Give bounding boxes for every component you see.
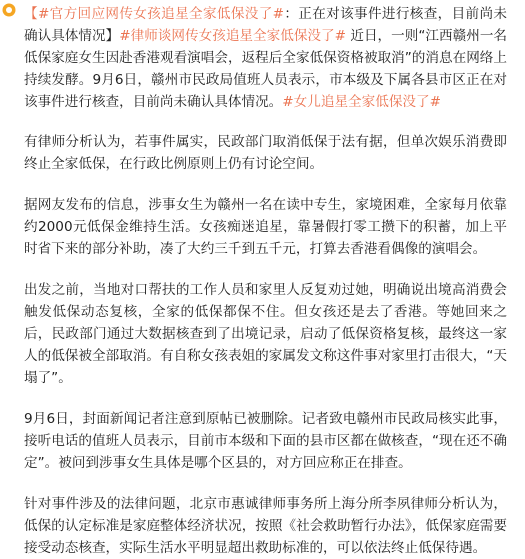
lead-bracket-open: 【 — [24, 6, 38, 22]
topic-link-daughter-fan[interactable]: #女儿追星全家低保没了# — [282, 94, 441, 110]
topic-link-official-response[interactable]: #官方回应网传女孩追星全家低保没了# — [37, 6, 285, 22]
orange-circle-badge-icon — [2, 3, 16, 17]
paragraph-lawyer-view: 有律师分析认为，若事件属实，民政部门取消低保于法有据，但单次娱乐消费即终止全家低保，在行政比例原则上仍有讨论空间。 — [24, 134, 507, 172]
paragraph-before-departure: 出发之前，当地对口帮扶的工作人员和家里人反复劝过她，明确说出境高消费会触发低保动态复核，全家的低保都保不住。但女孩还是去了香港。等她回来之后，民政部门通过大数据核查到了出境记录，启动了低保资格复核，最终这一家人的低保被全部取消。有自称女孩表姐的家属发文称这件事对家里打击很大，“天塌了”。 — [24, 282, 507, 386]
lead-paragraph — [24, 3, 507, 113]
paragraph-netizen-info: 据网友发布的信息，涉事女生为赣州一名在读中专生，家境困难，全家每月依靠约2000元低保金维持生活。女孩痴迷追星，靠暑假打零工攒下的积蓄，加上平时省下来的部分补助，凑了大约三千到五千元，打算去香港看偶像的演唱会。 — [24, 197, 507, 257]
paragraph-reporter-check: 9月6日，封面新闻记者注意到原帖已被删除。记者致电赣州市民政局核实此事，接听电话的值班人员表示，目前市本级和下面的县市区都在做核查，“现在还不确定”。被问到涉事女生具体是哪个区县的，对方回应称正在排查。 — [24, 411, 507, 471]
paragraph-legal-analysis: 针对事件涉及的法律问题，北京市惠诚律师事务所上海分所李夙律师分析认为，低保的认定标准是家庭整体经济状况，按照《社会救助暂行办法》，低保家庭需要接受动态核查，实际生活水平明显超出救助标准的，可以依法终止低保待遇。 — [24, 496, 507, 556]
lead-text-2: 近日，一则“江西赣州一名低保家庭女生因赴香港观看演唱会，返程后全家低保资格被取消”的消息在网络上持续发酵。9月6日，赣州市民政局值班人员表示，市本级及下属各县市区正在对该事件进行核查，目前尚未确认具体情况。 — [24, 28, 508, 110]
topic-link-lawyer-comment[interactable]: #律师谈网传女孩追星全家低保没了# — [119, 28, 347, 44]
lead-text-1: ：正在对该事件进行核查，目前尚未确认具体情况】 — [24, 6, 508, 44]
